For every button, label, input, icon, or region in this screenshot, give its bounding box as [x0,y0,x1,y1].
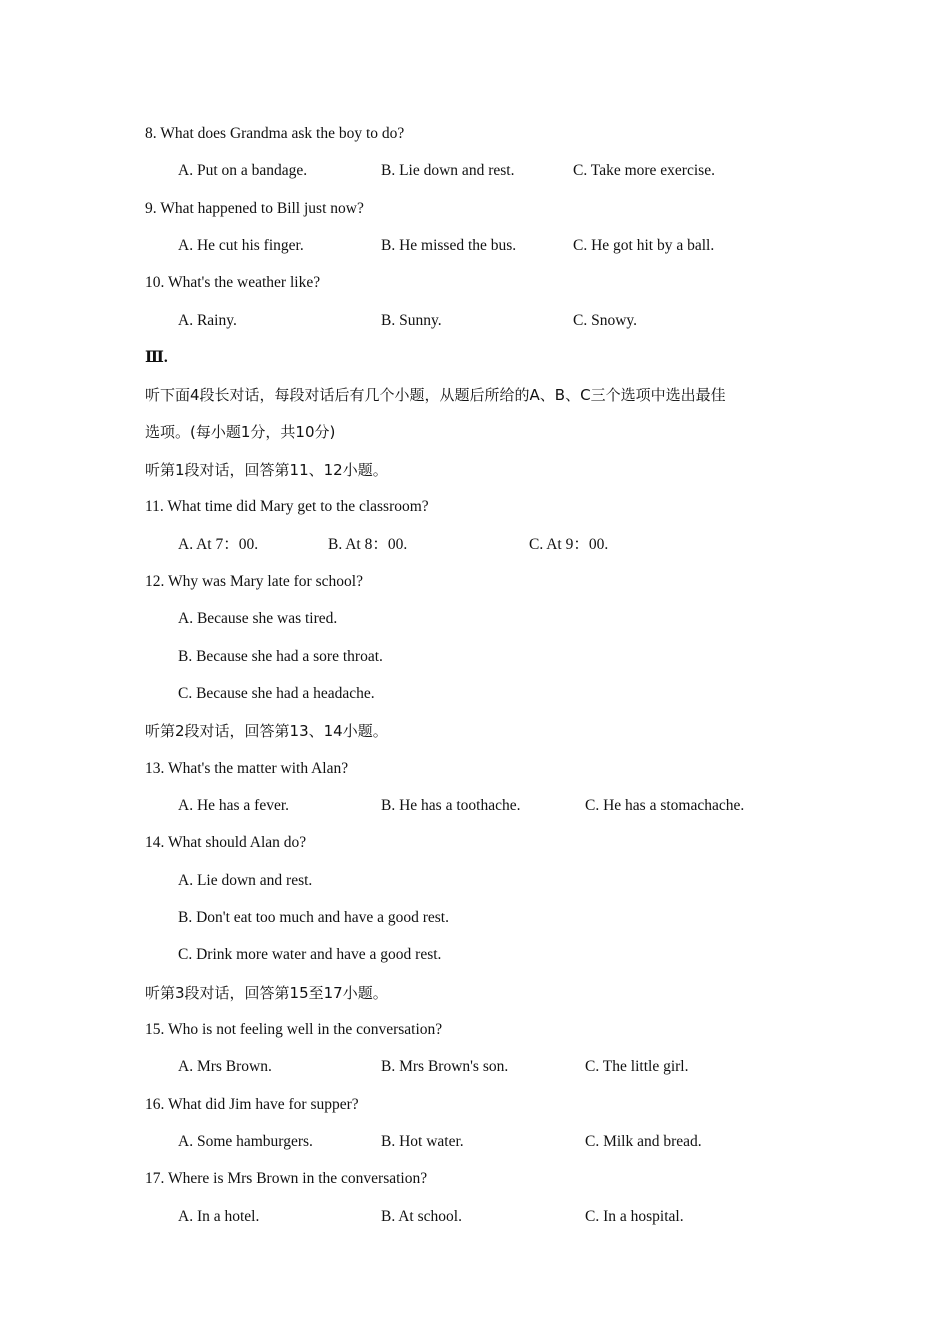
section-3-instruction-line-2: 选项。(每小题1分，共10分) [145,423,336,441]
question-12-stem: 12. Why was Mary late for school? [145,573,363,590]
question-11-option-b: B. At 8：00. [328,536,408,553]
question-15-option-a: A. Mrs Brown. [178,1058,272,1075]
question-14-option-a: A. Lie down and rest. [178,872,313,889]
question-17-option-b: B. At school. [381,1208,462,1225]
question-12-option-c: C. Because she had a headache. [178,685,375,702]
question-16-option-b: B. Hot water. [381,1133,464,1150]
dialogue-3-heading: 听第3段对话，回答第15至17小题。 [145,984,388,1002]
question-12-option-a: A. Because she was tired. [178,610,338,627]
question-8-stem: 8. What does Grandma ask the boy to do? [145,125,405,142]
question-8-option-b: B. Lie down and rest. [381,162,515,179]
question-13-option-b: B. He has a toothache. [381,797,521,814]
question-8-option-c: C. Take more exercise. [573,162,715,179]
question-17-option-a: A. In a hotel. [178,1208,260,1225]
question-9-stem: 9. What happened to Bill just now? [145,200,364,217]
question-17-option-c: C. In a hospital. [585,1208,684,1225]
question-14-stem: 14. What should Alan do? [145,834,307,851]
question-8-option-a: A. Put on a bandage. [178,162,308,179]
question-10-option-a: A. Rainy. [178,312,237,329]
question-15-stem: 15. Who is not feeling well in the conversation? [145,1021,443,1038]
question-11-option-c: C. At 9：00. [529,536,609,553]
question-14-option-b: B. Don't eat too much and have a good rest. [178,909,449,926]
question-12-option-b: B. Because she had a sore throat. [178,648,383,665]
question-17-stem: 17. Where is Mrs Brown in the conversation? [145,1170,428,1187]
question-9-option-a: A. He cut his finger. [178,237,304,254]
question-16-option-a: A. Some hamburgers. [178,1133,313,1150]
question-14-option-c: C. Drink more water and have a good rest. [178,946,442,963]
dialogue-1-heading: 听第1段对话，回答第11、12小题。 [145,461,388,479]
question-13-option-a: A. He has a fever. [178,797,290,814]
question-15-option-b: B. Mrs Brown's son. [381,1058,509,1075]
question-15-option-c: C. The little girl. [585,1058,689,1075]
question-13-option-c: C. He has a stomachache. [585,797,745,814]
question-16-option-c: C. Milk and bread. [585,1133,702,1150]
question-16-stem: 16. What did Jim have for supper? [145,1096,359,1113]
dialogue-2-heading: 听第2段对话，回答第13、14小题。 [145,722,388,740]
question-11-stem: 11. What time did Mary get to the classroom? [145,498,429,515]
question-10-option-c: C. Snowy. [573,312,638,329]
question-13-stem: 13. What's the matter with Alan? [145,760,349,777]
section-3-instruction-line-1: 听下面4段长对话，每段对话后有几个小题，从题后所给的A、B、C三个选项中选出最佳 [145,386,726,404]
question-10-stem: 10. What's the weather like? [145,274,321,291]
question-9-option-c: C. He got hit by a ball. [573,237,715,254]
question-10-option-b: B. Sunny. [381,312,442,329]
section-3-numeral: Ⅲ. [145,349,168,366]
question-11-option-a: A. At 7：00. [178,536,259,553]
question-9-option-b: B. He missed the bus. [381,237,517,254]
